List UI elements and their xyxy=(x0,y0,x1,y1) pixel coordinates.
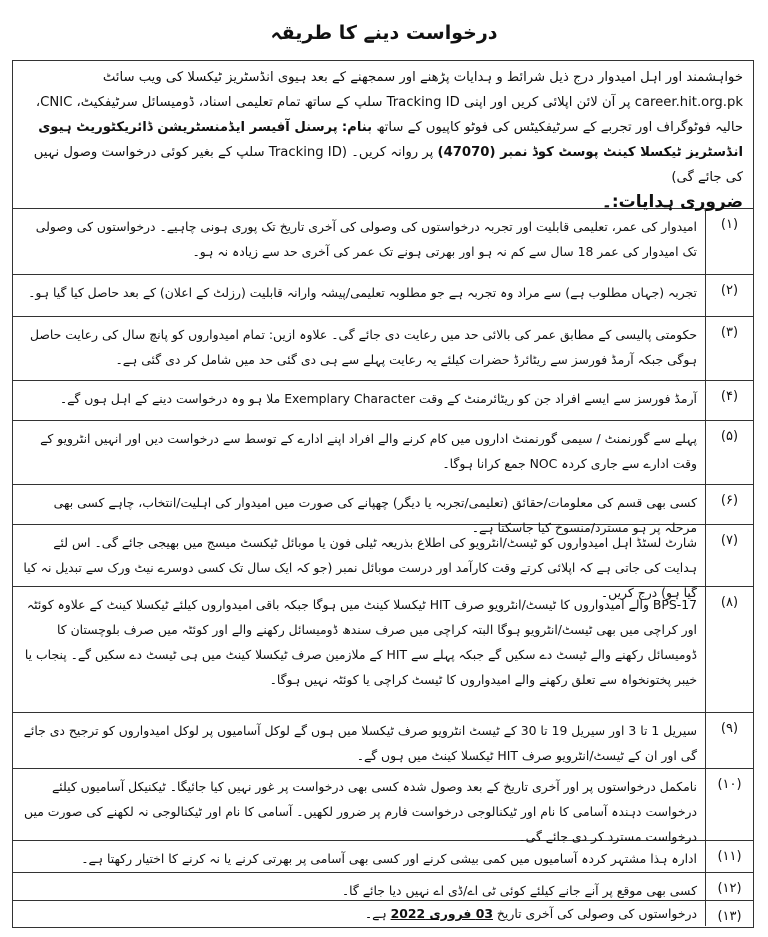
instruction-row xyxy=(13,713,753,769)
page-title: درخواست دینے کا طریقہ xyxy=(270,22,498,44)
instruction-text: سیریل 1 تا 3 اور سیریل 19 تا 30 کے ٹیسٹ انٹرویو صرف ٹیکسلا میں ہوں گے لوکل آسامیوں پر لوکل امیدواروں کو ترجیح دی جائے گی اور ان کے ٹیسٹ/انٹرویو صرف HIT ٹیکسلا کینٹ میں ہوں گے۔ xyxy=(23,723,697,763)
instruction-text: شارٹ لسٹڈ اہل امیدواروں کو ٹیسٹ/انٹرویو کی اطلاع بذریعہ ٹیلی فون یا موبائل ٹیکسٹ میسج میں بھیجی جائے گی۔ اس لئے ہدایت کی جاتی ہے کہ اپلائی کرتے وقت کارآمد اور درست موبائل نمبر (جو کہ ایک سال تک کسی دوسرے نیٹ ورک سے تبدیل نہ کیا گیا ہو) درج کریں۔ xyxy=(23,535,697,600)
instruction-number: (۴) xyxy=(705,381,753,420)
deadline-label: درخواستوں کی وصولی کی آخری تاریخ xyxy=(496,906,697,921)
instruction-row xyxy=(13,275,753,317)
instruction-row xyxy=(13,841,753,873)
intro-closing: پر روانہ کریں۔ (Tracking ID سلپ کے بغیر کوئی درخواست وصول نہیں کی جائے گی) xyxy=(33,145,743,185)
instruction-text: کسی بھی موقع پر آنے جانے کیلئے کوئی ٹی اے/ڈی اے نہیں دیا جائے گا۔ xyxy=(341,883,697,898)
intro-block xyxy=(13,61,753,212)
instruction-text: امیدوار کی عمر، تعلیمی قابلیت اور تجربہ درخواستوں کی وصولی کی آخری تاریخ تک پوری ہونی چاہیے۔ درخواستوں کی وصولی تک امیدوار کی عمر 18 سال سے کم نہ ہو اور بھرتی ہونے تک عمر کی آخری حد سے زیادہ نہ ہو۔ xyxy=(35,219,697,259)
section-title: ضروری ہدایات:۔ xyxy=(601,192,743,212)
instruction-number: (۱۰) xyxy=(705,769,753,840)
instruction-row xyxy=(13,873,753,901)
instruction-row xyxy=(13,525,753,600)
instruction-text: پہلے سے گورنمنٹ / سیمی گورنمنٹ اداروں میں کام کرنے والے افراد اپنے ادارے کے توسط سے درخواست دیں اور انہیں انٹرویو کے وقت ادارے سے جاری کردہ NOC جمع کرانا ہوگا۔ xyxy=(40,431,697,471)
instruction-row xyxy=(13,485,753,535)
instruction-text: نامکمل درخواستوں پر اور آخری تاریخ کے بعد وصول شدہ کسی بھی درخواست پر غور نہیں کیا جائیگا۔ ٹیکنیکل آسامیوں کیلئے درخواست دہندہ آسامی کا نام اور ٹیکنالوجی درخواست فارم پر ضرور لکھیں۔ آسامی کا نام اور ٹیکنالوجی نہ لکھنے کی صورت میں درخواست مسترد کر دی جائے گی۔ xyxy=(24,779,697,844)
deadline-suffix: ہے۔ xyxy=(364,906,387,921)
instruction-number: (۶) xyxy=(705,485,753,524)
deadline-date: 03 فروری 2022 xyxy=(390,906,493,921)
instructions-frame xyxy=(12,60,754,928)
instruction-row xyxy=(13,381,753,421)
instruction-number: (۵) xyxy=(705,421,753,484)
instruction-text: ادارہ ہذا مشتہر کردہ آسامیوں میں کمی بیشی کرنے اور کسی بھی آسامی پر بھرتی کرنے یا نہ کرنے کا اختیار رکھتا ہے۔ xyxy=(81,851,697,866)
instruction-number: (۱۳) xyxy=(705,901,753,926)
instruction-text: BPS-17 والے امیدواروں کا ٹیسٹ/انٹرویو صرف HIT ٹیکسلا کینٹ میں ہوگا جبکہ باقی امیدواروں کیلئے ٹیکسلا کینٹ کے علاوہ کوئٹہ اور کراچی میں بھی ٹیسٹ/انٹرویو ہوگا البتہ کراچی میں صرف سندھ ڈومیسائل رکھنے والے اور کوئٹہ میں صرف بلوچستان کا ڈومیسائل رکھنے والے ٹیسٹ دے سکیں گے جبکہ پہلے سے HIT کے ملازمین صرف ٹیکسلا کینٹ میں ہی ٹیسٹ دے سکیں گے۔ پنجاب یا خیبر پختونخواہ سے تعلق رکھنے والے امیدواروں کا ٹیسٹ کراچی یا کوئٹہ نہیں ہوگا۔ xyxy=(24,597,697,687)
instruction-number: (۱) xyxy=(705,209,753,274)
instruction-text: کسی بھی قسم کی معلومات/حقائق (تعلیمی/تجربہ یا دیگر) چھپانے کی صورت میں امیدوار کی اہلیت/انتخاب، چاہے کسی بھی مرحلہ پر ہو مسترد/منسوخ کیا جاسکتا ہے۔ xyxy=(53,495,697,535)
instruction-row xyxy=(13,317,753,381)
address-text: پرسنل آفیسر ایڈمنسٹریشن ڈائریکٹوریٹ ہیوی انڈسٹریز ٹیکسلا کینٹ پوسٹ کوڈ نمبر (47070) xyxy=(38,120,743,160)
instruction-number: (۳) xyxy=(705,317,753,380)
instruction-number: (۹) xyxy=(705,713,753,768)
address-label: بنام: xyxy=(341,120,373,135)
instruction-row xyxy=(13,421,753,485)
intro-text: خواہشمند اور اہل امیدوار درج ذیل شرائط و ہدایات پڑھنے اور سمجھنے کے بعد ہیوی انڈسٹریز ٹیکسلا کی ویب سائٹ career.hit.org.pk پر آن لائن اپلائی کریں اور اپنی Tracking ID سلپ کے ساتھ تمام تعلیمی اسناد، ڈومیسائل سرٹیفکیٹ، CNIC، حالیہ فوٹوگراف اور تجربے کے سرٹیفکیٹس کی فوٹو کاپیوں کے ساتھ xyxy=(35,70,743,135)
instruction-row xyxy=(13,769,753,844)
instruction-row xyxy=(13,901,753,926)
instruction-number: (۲) xyxy=(705,275,753,316)
instruction-number: (۸) xyxy=(705,587,753,712)
instruction-text: تجربہ (جہاں مطلوب ہے) سے مراد وہ تجربہ ہے جو مطلوبہ تعلیمی/پیشہ وارانہ قابلیت (رزلٹ کے اعلان) کے بعد حاصل کیا گیا ہو۔ xyxy=(28,285,697,300)
instruction-number: (۱۲) xyxy=(705,873,753,900)
instruction-text: حکومتی پالیسی کے مطابق عمر کی بالائی حد میں رعایت دی جائے گی۔ علاوہ ازیں: تمام امیدواروں کو پانچ سال کی رعایت حاصل ہوگی جبکہ آرمڈ فورسز سے ریٹائرڈ حضرات کیلئے یہ رعایت پہلے سے ہی دی گئی حد میں شامل کر دی گئی ہے۔ xyxy=(29,327,697,367)
instruction-text: آرمڈ فورسز سے ایسے افراد جن کو ریٹائرمنٹ کے وقت Exemplary Character ملا ہو وہ درخواست دینے کے اہل ہوں گے۔ xyxy=(59,391,697,406)
instruction-row xyxy=(13,587,753,713)
instruction-row xyxy=(13,209,753,275)
instruction-number: (۱۱) xyxy=(705,841,753,872)
instruction-text xyxy=(21,901,697,926)
instruction-number: (۷) xyxy=(705,525,753,586)
